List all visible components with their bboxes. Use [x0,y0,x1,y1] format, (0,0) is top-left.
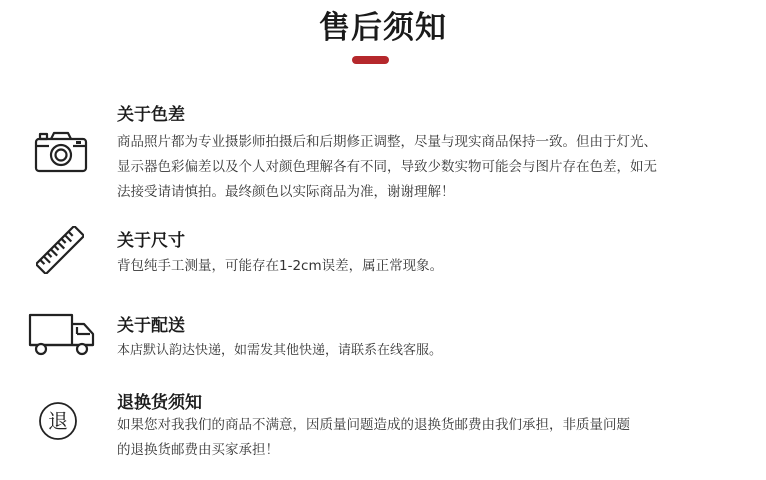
body-line: 商品照片都为专业摄影师拍摄后和后期修正调整，尽量与现实商品保持一致。但由于灯光、 [117,134,657,150]
body-line: 法接受请请慎拍。最终颜色以实际商品为准，谢谢理解！ [117,184,455,200]
camera-icon [34,130,88,174]
ruler-icon [36,226,84,274]
section-heading: 关于色差 [117,105,185,125]
body-line: 本店默认韵达快递，如需发其他快递，请联系在线客服。 [117,343,443,358]
return-icon [38,401,78,441]
section-heading: 关于尺寸 [117,231,185,251]
section-body [117,254,443,279]
page-title: 售后须知 [319,10,447,46]
section-heading: 关于配送 [117,316,185,336]
title-underline [352,56,389,64]
body-line: 如果您对我我们的商品不满意，因质量问题造成的退换货邮费由我们承担，非质量问题 [117,417,630,433]
section-body [117,413,630,463]
body-line: 的退换货邮费由买家承担！ [117,442,279,458]
body-line: 显示器色彩偏差以及个人对颜色理解各有不同，导致少数实物可能会与图片存在色差，如无 [117,159,657,175]
section-body [117,338,442,363]
return-icon-glyph: 退 [48,409,68,433]
body-line: 背包纯手工测量，可能存在1-2cm误差，属正常现象。 [117,258,444,274]
section-body [117,130,657,205]
section-heading: 退换货须知 [117,393,202,413]
truck-icon [28,312,96,356]
